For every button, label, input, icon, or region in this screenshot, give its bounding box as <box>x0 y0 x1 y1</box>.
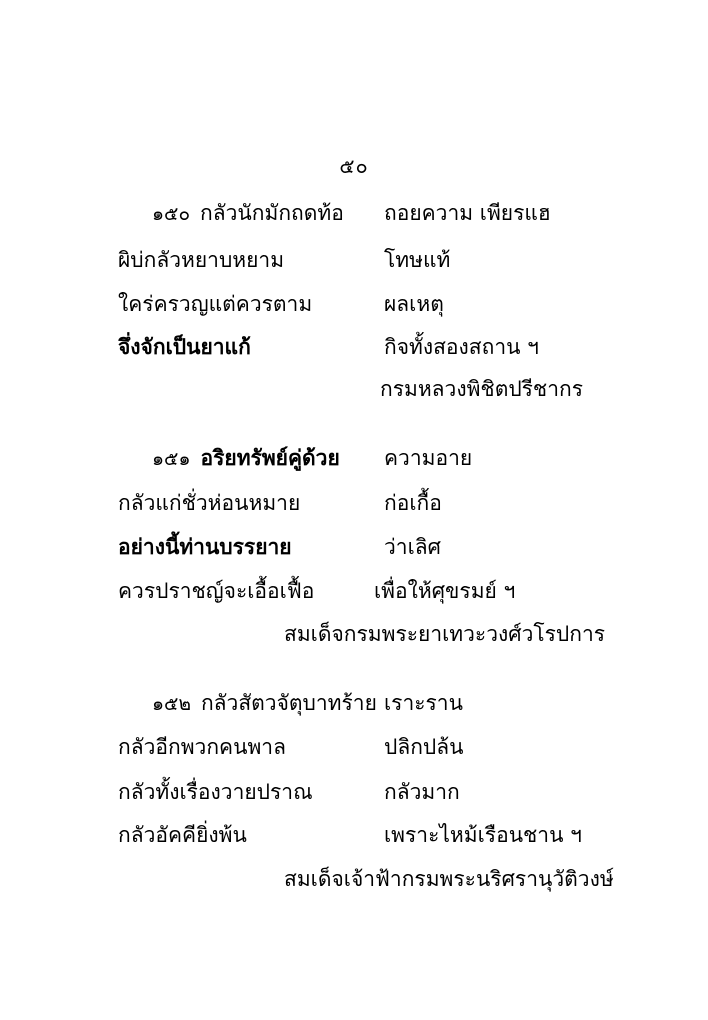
poem-line-2-second: โทษแท้ <box>384 248 451 272</box>
poem-line-1-second: เราะราน <box>384 691 463 715</box>
poem-number: ๑๕๐ <box>152 203 191 225</box>
poem-line-3-first: อย่างนี้ท่านบรรยาย <box>118 534 292 559</box>
poem-line-1-second: ถอยความ เพียรแฮ <box>384 201 551 225</box>
poem-line-2-second: ก่อเกื้อ <box>384 491 442 515</box>
poem-number: ๑๕๒ <box>152 693 191 715</box>
poem-line-3-second: ว่าเลิศ <box>384 535 441 559</box>
poem-line-text: กลัวสัตวจัตุบาทร้าย <box>200 691 377 715</box>
poem-line-2-second: ปลิกปล้น <box>384 735 464 759</box>
poem-line-1-first <box>152 200 344 227</box>
poem-line-text: กลัวนักมักถดท้อ <box>200 201 344 225</box>
poem-line-3-second: ผลเหตุ <box>384 292 444 316</box>
poem-line-4-first: กลัวอัคคียิ่งพ้น <box>118 823 247 847</box>
poem-line-2-first: ผิบ่กลัวหยาบหยาม <box>118 248 285 272</box>
poem-line-4-first: จึ่งจักเป็นยาแก้ <box>118 334 251 359</box>
poem-line-1-second: ความอาย <box>384 446 473 470</box>
poem-author: กรมหลวงพิชิตปรีชากร <box>380 377 583 401</box>
poem-line-3-first: กลัวทั้งเรื่องวายปราณ <box>118 780 313 804</box>
poem-line-3-first: ใคร่ครวญแต่ควรตาม <box>118 292 313 316</box>
poem-line-1-first <box>152 690 377 717</box>
poem-line-4-first: ควรปราชญ์จะเอื้อเฟื้อ <box>118 579 315 603</box>
poem-line-2-first: กลัวแก่ชั่วห่อนหมาย <box>118 491 301 515</box>
page-number: ๕๐ <box>339 154 369 178</box>
poem-line-text: อริยทรัพย์คู่ด้วย <box>200 445 340 470</box>
poem-line-4-second: เพราะไหม้เรือนชาน ฯ <box>384 823 582 847</box>
poem-author: สมเด็จกรมพระยาเทวะวงศ์วโรปการ <box>284 622 606 646</box>
poem-number: ๑๕๑ <box>152 448 191 470</box>
poem-line-4-second: เพื่อให้ศุขรมย์ ฯ <box>374 579 516 603</box>
poem-line-2-first: กลัวอีกพวกคนพาล <box>118 735 286 759</box>
poem-line-1-first <box>152 445 340 472</box>
poem-author: สมเด็จเจ้าฟ้ากรมพระนริศรานุวัติวงษ์ <box>284 867 614 891</box>
poem-line-4-second: กิจทั้งสองสถาน ฯ <box>384 335 539 359</box>
poem-line-3-second: กลัวมาก <box>384 780 460 804</box>
